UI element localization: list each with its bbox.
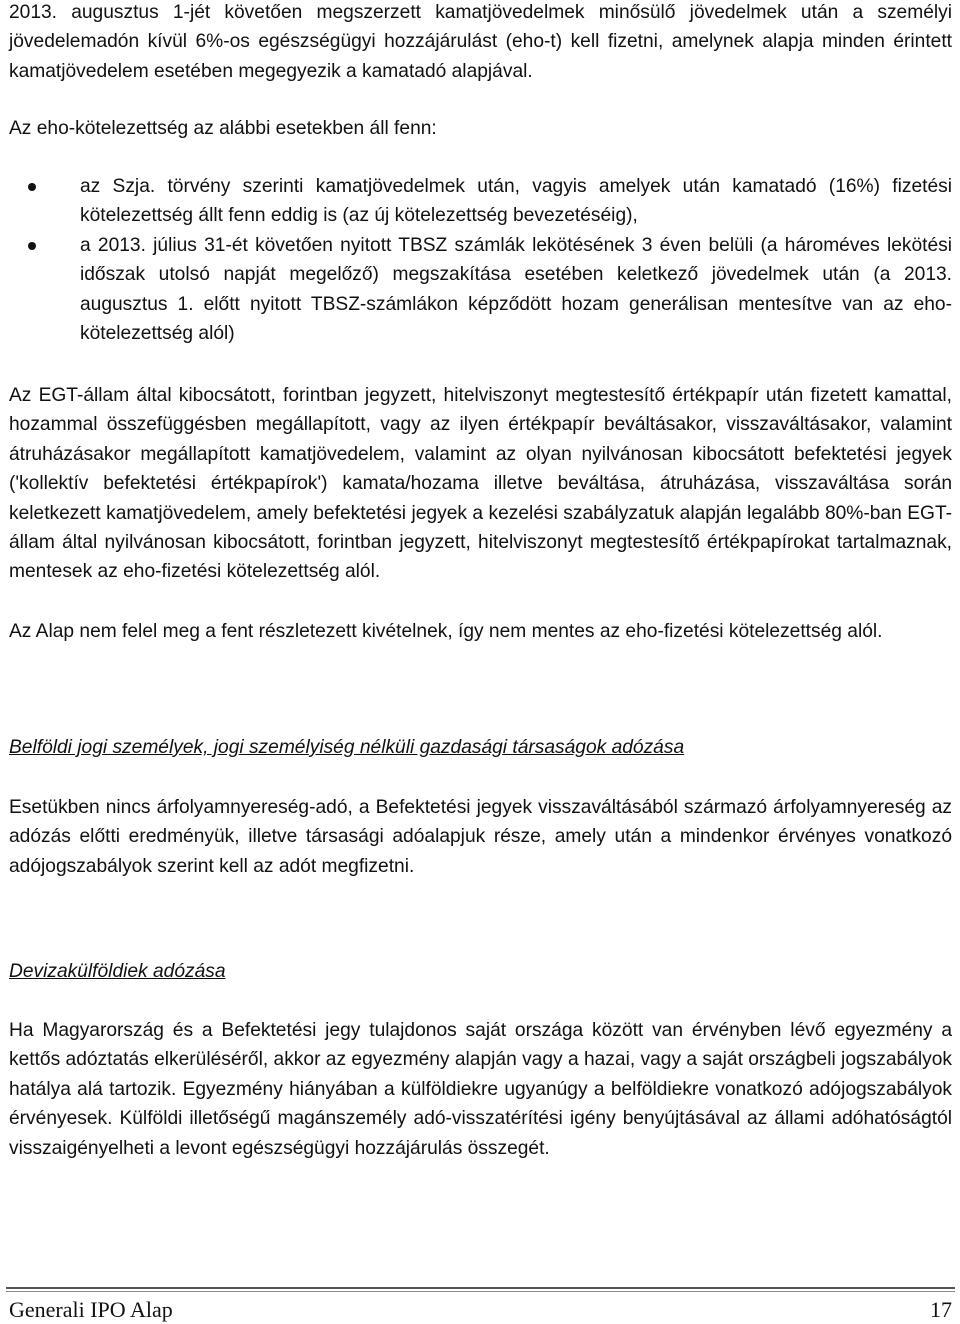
list-item-text: a 2013. július 31-ét követően nyitott TBSZ számlák lekötésének 3 éven belüli (a hároméves lekötési időszak utolsó napját megelőző) megszakítása esetében keletkező jövedelmek után (a 2013. augusztus 1. előtt nyitott TBSZ-számlákon képződött hozam generálisan mentesítve van az eho-kötelezettség alól) xyxy=(80,234,952,345)
footer-divider xyxy=(6,1287,955,1289)
intro-paragraph: 2013. augusztus 1-jét követően megszerzett kamatjövedelmek minősülő jövedelmek után a személyi jövedelemadón kívül 6%-os egészségügyi hozzájárulást (eho-t) kell fizetni, amelynek alapja minden érintett kamatjövedelem esetében megegyezik a kamatadó alapjával. xyxy=(9,2,952,82)
bullet-icon xyxy=(28,183,36,191)
footer-title: Generali IPO Alap xyxy=(9,1297,173,1322)
fund-status-paragraph: Az Alap nem felel meg a fent részletezett kivételnek, így nem mentes az eho-fizetési kötelezettség alól. xyxy=(9,621,883,642)
list-item xyxy=(9,231,952,349)
section-heading-belfoldi: Belföldi jogi személyek, jogi személyiség nélküli gazdasági társaságok adózása xyxy=(9,737,685,758)
bullet-icon xyxy=(28,242,36,250)
section-body-belfoldi: Esetükben nincs árfolyamnyereség-adó, a Befektetési jegyek visszaváltásából származó árfolyamnyereség az adózás előtti eredményük, illetve társasági adóalapjuk része, amely után a mindenkor érvényes vonatkozó adójogszabályok szerint kell az adót megfizetni. xyxy=(9,797,952,877)
page-number: 17 xyxy=(930,1297,952,1322)
list-item xyxy=(9,172,952,231)
egt-exemption-paragraph: Az EGT-állam által kibocsátott, forintban jegyzett, hitelviszonyt megtestesítő értékpapír után fizetett kamattal, hozammal összefüggésben megállapított, vagy az ilyen értékpapír beváltásakor, visszaváltásakor, valamint átruházásakor megállapított kamatjövedelem, valamint az olyan nyilvánosan kibocsátott befektetési jegyek ('kollektív befektetési értékpapírok') kamata/hozama illetve beváltása, átruházása, visszaváltása során keletkezett kamatjövedelem, amely befektetési jegyek a kezelési szabályzatuk alapján legalább 80%-ban EGT-állam által nyilvánosan kibocsátott, forintban jegyzett, hitelviszonyt megtestesítő értékpapírokat tartalmaznak, mentesek az eho-fizetési kötelezettség alól. xyxy=(9,385,952,583)
list-item-text: az Szja. törvény szerinti kamatjövedelmek után, vagyis amelyek után kamatadó (16%) fizetési kötelezettség állt fenn eddig is (az új kötelezettség bevezetéséig), xyxy=(80,176,952,227)
eho-lead-paragraph: Az eho-kötelezettség az alábbi esetekben áll fenn: xyxy=(9,118,437,139)
eho-bullet-list xyxy=(9,172,952,348)
footer-divider-thin xyxy=(6,1291,955,1292)
section-heading-deviza: Devizakülföldiek adózása xyxy=(9,961,226,982)
section-body-deviza: Ha Magyarország és a Befektetési jegy tulajdonos saját országa között van érvényben lévő egyezmény a kettős adóztatás elkerüléséről, akkor az egyezmény alapján vagy a hazai, vagy a saját országbeli jogszabályok hatálya alá tartozik. Egyezmény hiányában a külföldiekre ugyanúgy a belföldiekre vonatkozó adójogszabályok érvényesek. Külföldi illetőségű magánszemély adó-visszatérítési igény benyújtásával az állami adóhatóságtól visszaigényelheti a levont egészségügyi hozzájárulás összegét. xyxy=(9,1020,952,1159)
